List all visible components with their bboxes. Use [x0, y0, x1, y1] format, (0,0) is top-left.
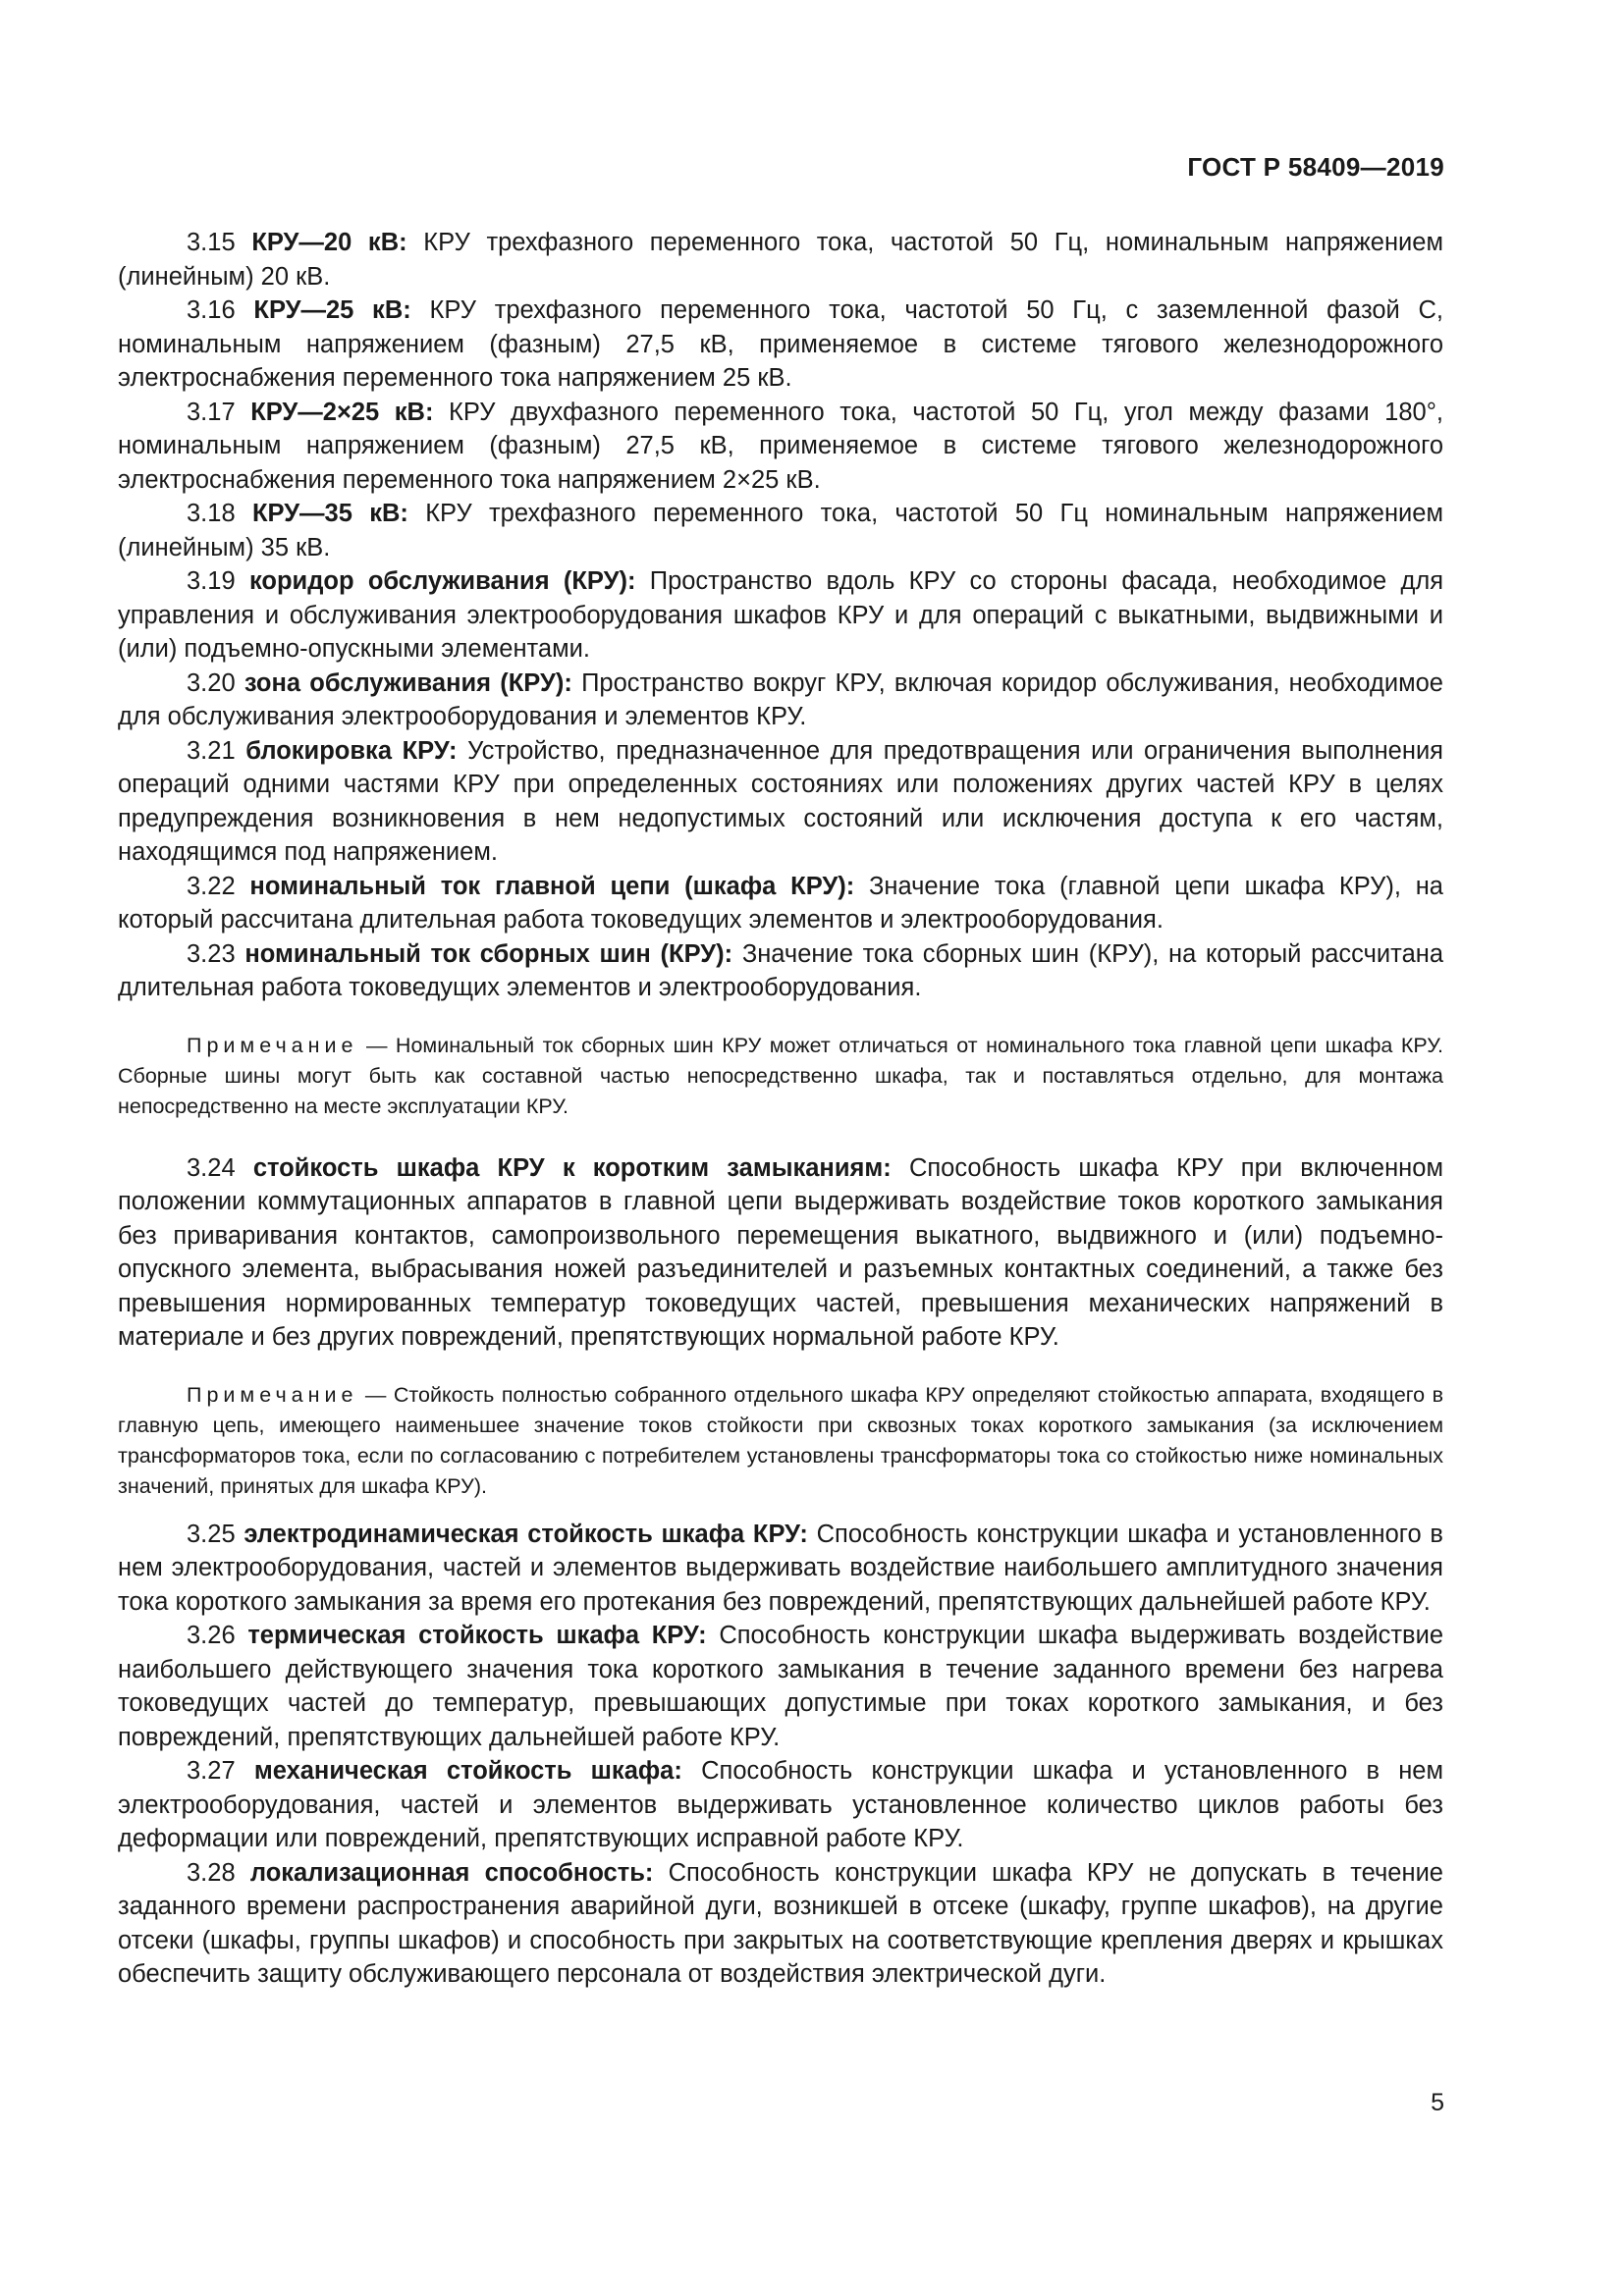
clause-text: Значение тока (главной цепи шкафа КРУ), на который рассчитана длительная работа токоведущих элементов и электрооборудования. [118, 872, 1443, 934]
clause-number: 3.25 [187, 1520, 236, 1548]
clause-text: КРУ двухфазного переменного тока, частотой 50 Гц, угол между фазами 180°, номинальным напряжением (фазным) 27,5 кВ, применяемое в системе тягового железнодорожного электроснабжения переменного тока напряжением 2×25 кВ. [118, 398, 1443, 494]
note-text: — Номинальный ток сборных шин КРУ может отличаться от номинального тока главной цепи шкафа КРУ. Сборные шины могут быть как составной частью непосредственно шкафа, так и поставляться отдельно, для монтажа непосредственно на месте эксплуатации КРУ. [118, 1033, 1443, 1118]
clause-term: КРУ—2×25 кВ: [250, 398, 434, 426]
clause-number: 3.21 [187, 736, 236, 765]
document-code: ГОСТ Р 58409—2019 [1187, 152, 1444, 182]
note-1 [118, 1031, 1443, 1122]
definition-3-25 [118, 1518, 1443, 1620]
clause-number: 3.27 [187, 1757, 236, 1785]
clause-number: 3.19 [187, 567, 236, 595]
note-label: Примечание [187, 1382, 358, 1407]
clause-text: КРУ трехфазного переменного тока, частотой 50 Гц, с заземленной фазой С, номинальным напряжением (фазным) 27,5 кВ, применяемое в системе тягового железнодорожного электроснабжения переменного тока напряжением 25 кВ. [118, 296, 1444, 392]
clause-number: 3.20 [187, 668, 236, 697]
clause-text: Способность конструкции шкафа и установленного в нем электрооборудования, частей и элементов выдерживать воздействие наибольшего амплитудного значения тока короткого замыкания за время его протекания без повреждений, препятствующих дальнейшей работе КРУ. [118, 1520, 1443, 1616]
clause-text: Способность конструкции шкафа выдерживать воздействие наибольшего действующего значения тока короткого замыкания в течение заданного времени без нагрева токоведущих частей до температур, превышающих допустимые при токах короткого замыкания, и без повреждений, препятствующих дальнейшей работе КРУ. [118, 1622, 1443, 1751]
clause-term: коридор обслуживания (КРУ): [248, 567, 636, 595]
clause-text: Пространство вдоль КРУ со стороны фасада, необходимое для управления и обслуживания электрооборудования шкафов КРУ и для операций с выкатными, выдвижными и (или) подъемно-опускными элементами. [118, 567, 1444, 663]
clause-text: КРУ трехфазного переменного тока, частотой 50 Гц, номинальным напряжением (линейным) 20 кВ. [118, 229, 1444, 291]
definition-3-26 [118, 1619, 1443, 1754]
clause-number: 3.18 [187, 500, 236, 527]
spacer [118, 1355, 1443, 1380]
clause-term: номинальный ток главной цепи (шкафа КРУ): [249, 872, 855, 900]
spacer [118, 1502, 1443, 1518]
clause-text: Способность шкафа КРУ при включенном положении коммутационных аппаратов в главной цепи выдерживать воздействие токов короткого замыкания без приваривания контактов, самопроизвольного перемещения выкатного, выдвижного и (или) подъемно-опускного элемента, выбрасывания ножей разъединителей и разъемных контактных соединений, а также без превышения нормированных температур токоведущих частей, превышения механических напряжений в материале и без других повреждений, препятствующих нормальной работе КРУ. [118, 1153, 1443, 1351]
clause-term: КРУ—25 кВ: [253, 296, 411, 324]
note-2 [118, 1380, 1443, 1502]
clause-number: 3.28 [187, 1858, 236, 1887]
clause-text: Значение тока сборных шин (КРУ), на который рассчитана длительная работа токоведущих элементов и электрооборудования. [118, 939, 1444, 1001]
clause-term: локализационная способность: [249, 1858, 654, 1887]
definition-3-20 [118, 667, 1443, 734]
clause-number: 3.26 [187, 1622, 236, 1649]
definitions-group-a [118, 226, 1443, 1005]
definition-3-21 [118, 734, 1443, 870]
clause-number: 3.15 [187, 229, 236, 256]
definitions-group-c [118, 1518, 1443, 1992]
clause-text: Устройство, предназначенное для предотвращения или ограничения выполнения операций одними частями КРУ при определенных состояниях или положениях других частей КРУ в целях предупреждения возникновения в нем недопустимых состояний или исключения доступа к его частям, находящимся под напряжением. [118, 736, 1443, 866]
clause-term: КРУ—35 кВ: [251, 500, 408, 527]
definition-3-15 [118, 226, 1443, 294]
definition-3-27 [118, 1754, 1443, 1856]
clause-number: 3.23 [187, 939, 236, 968]
definition-3-28 [118, 1856, 1443, 1992]
definition-3-16 [118, 294, 1443, 396]
definition-3-24 [118, 1151, 1443, 1355]
clause-term: зона обслуживания (КРУ): [244, 668, 572, 697]
spacer [118, 1122, 1443, 1151]
clause-text: КРУ трехфазного переменного тока, частотой 50 Гц номинальным напряжением (линейным) 35 кВ. [118, 500, 1443, 561]
clause-term: номинальный ток сборных шин (КРУ): [244, 939, 733, 968]
definition-3-18 [118, 497, 1443, 564]
clause-term: термическая стойкость шкафа КРУ: [247, 1622, 707, 1649]
definition-3-17 [118, 396, 1443, 498]
clause-text: Пространство вокруг КРУ, включая коридор обслуживания, необходимое для обслуживания электрооборудования и элементов КРУ. [118, 668, 1443, 730]
definition-3-19 [118, 564, 1443, 667]
clause-term: механическая стойкость шкафа: [253, 1757, 682, 1785]
clause-text: Способность конструкции шкафа и установленного в нем электрооборудования, частей и элементов выдерживать установленное количество циклов работы без деформации или повреждений, препятствующих исправной работе КРУ. [118, 1757, 1444, 1852]
clause-number: 3.24 [187, 1153, 236, 1182]
definition-3-23 [118, 937, 1443, 1005]
note-label: Примечание [187, 1033, 358, 1057]
clause-text: Способность конструкции шкафа КРУ не допускать в течение заданного времени распространения аварийной дуги, возникшей в отсеке (шкафу, группе шкафов), на другие отсеки (шкафы, группы шкафов) и способность при закрытых на соответствующие крепления дверях и крышках обеспечить защиту обслуживающего персонала от воздействия электрической дуги. [118, 1858, 1443, 1988]
page-number: 5 [1431, 2089, 1444, 2116]
clause-term: стойкость шкафа КРУ к коротким замыканиям: [252, 1153, 892, 1182]
document-body [118, 226, 1443, 1992]
clause-number: 3.22 [187, 872, 236, 900]
clause-term: блокировка КРУ: [245, 736, 458, 765]
definition-3-22 [118, 870, 1443, 937]
clause-term: электродинамическая стойкость шкафа КРУ: [244, 1520, 808, 1548]
note-text: — Стойкость полностью собранного отдельного шкафа КРУ определяют стойкостью аппарата, входящего в главную цепь, имеющего наименьшее значение токов стойкости при сквозных токах короткого замыкания (за исключением трансформаторов тока, если по согласованию с потребителем установлены трансформаторы тока со стойкостью ниже номинальных значений, принятых для шкафа КРУ). [118, 1382, 1443, 1498]
clause-term: КРУ—20 кВ: [251, 229, 407, 256]
clause-number: 3.17 [187, 398, 236, 426]
definitions-group-b [118, 1151, 1443, 1355]
clause-number: 3.16 [187, 296, 236, 324]
spacer [118, 1005, 1443, 1031]
